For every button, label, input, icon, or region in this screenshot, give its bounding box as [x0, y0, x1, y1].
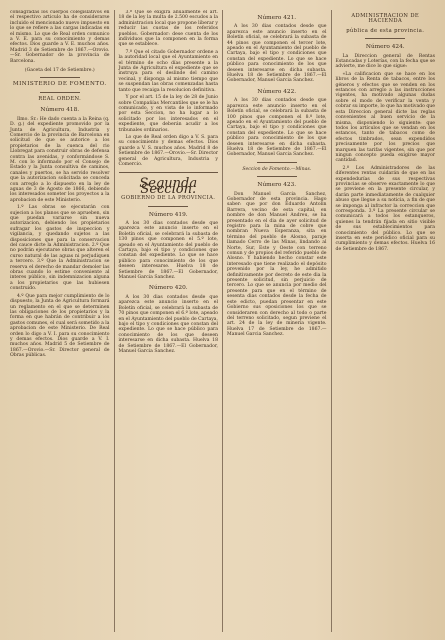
paragraph: 3.º Que se exigirá anualmente el art. 18 de la ley la multa de 2.500 escudos a la administracion local que propone liberar y reducir las cuotas de los referidos pueblos. Gobernador: dese cuenta de los individuos que la componen en la forma que se establece. [118, 10, 218, 48]
real-orden-heading: REAL ORDEN. [38, 95, 82, 102]
paragraph: 1.º Las obras se ejecutarán con sujecion a los planos que se aprueben, sin que puedan variarse sin nueva autorizacion, debiendo los propietarios sufragar los gastos de inspeccion y vigilancia, y quedando sujetos a las disposiciones que para la conservacion del cauce dicte la Administracion. 2.º Que no podrán ejecutarse obras que alteren el curso natural de las aguas ni perjudiquen a tercero. 3.º Que la Administracion se reserva el derecho de mandar demoler las obras cuando lo estime conveniente al interes público, sin indemnizacion alguna a los propietarios que las hubiesen construido. [10, 205, 110, 292]
administration-heading: ADMINISTRACION DE HACIENDA [351, 13, 420, 25]
notice-number: Número 418. [40, 107, 80, 114]
paragraph: A los 30 dias contados desde que aparezca este anuncio inserto en el Boletín oficial, se celebrará la subasta de 100 pinos que componen el 8.º lote, apeado en el Ayuntamiento del pueblo de Cartaya, bajo el tipo y condiciones que constan del expediente. Lo que se hace público para conocimiento de los que deseen interesarse en dicha subasta. Huelva 18 de Setiembre de 1867.—El Gobernador, Manuel Garcia Sanchez. [227, 98, 327, 158]
government-heading: GOBIERNO DE LA PROVINCIA. [121, 195, 216, 202]
notice-number: Número 421. [257, 15, 297, 21]
columns [6, 10, 439, 632]
ministry-heading: MINISTERIO DE FOMENTO. [12, 81, 107, 88]
paragraph: A los 30 dias contados desde que aparezca este anuncio inserto en el Boletín oficial, se celebrará la subasta de 44 pinos que componen el tercer lote, apeado en el Ayuntamiento del pueblo de Cartaya, bajo el tipo y condiciones que constan del expediente. Lo que se hace público para conocimiento de los que deseen interesarse en dicha subasta. Huelva 18 de Setiembre de 1867.—El Gobernador, Manuel Garcia Sanchez. [227, 24, 327, 84]
gazette-reference: (Gaceta del 17 de Setiembre.) [24, 68, 95, 74]
paragraph: La Direccion general de Rentas Estancadas y Loterías, con la fecha que se advierte, me dice lo que sigue: [335, 53, 435, 70]
divider [257, 176, 297, 177]
paragraph: 4.º Que para mejor cumplimiento de lo dispuesto, la Junta de Agricultura formará un reglamento en el que se determinen las obligaciones de los propietarios y la forma en que habrán de contribuir a los gastos comunes, el cual será sometido a la aprobacion de este Ministerio. De Real orden lo digo a V. I. para su conocimiento y demas efectos. Dios guarde a V. I. muchos años. Madrid 5 de Setiembre de 1867.—Orovio.—Sr. Director general de Obras públicas. [10, 293, 110, 359]
column-3 [223, 10, 332, 632]
divider [257, 162, 297, 163]
notice-number: Número 423. [257, 182, 297, 189]
paragraph: «La calificacion que se hace en los libros de la Renta de tabacos, entre los géneros y efectos que se venden en los estancos con arreglo a las instrucciones vigentes, ha motivado algunas dudas sobre el modo de verificar la venta y cobrar su importe, lo que ha motivado que esta Direccion general dicte las reglas convenientes al buen servicio de la misma, disponiendo lo siguiente: que todos los artículos que se vendan en los estancos, tanto de tabacos como de efectos timbrados, sean expendidos precisamente por los precios que marquen las tarifas vigentes, sin que por ningun concepto pueda exigirse mayor cantidad. [335, 71, 435, 164]
notice-number: Número 422. [257, 88, 297, 95]
section-heading: Seccion de Fomento.—Minas. [242, 166, 312, 172]
paragraph: Lo que de Real orden digo a V. S. para su conocimiento y demas efectos. Dios guarde a V. S. muchos años. Madrid 8 de Setiembre de 1867.—Orovio.—Sr. Director general de Agricultura, Industria y Comercio. [118, 134, 218, 167]
paragraph: Don Manuel Garcia Sanchez, Gobernador de esta provincia. Hago saber: que por don Eduardo Antolin Barrera, vecino de esta capital, en nombre de don Manuel Andreu, se ha presentado en el dia de ayer solicitud de registro para la mina de cobre que nombran Nueva Esperanza, sita en término del pueblo de Alosno, paraje llamado Cerro de las Minas, lindando al Norte, Sur, Este y Oeste con terreno comun y de propios del referido pueblo de Alosno. Y habiendo hecho constar este interesado que tiene realizado el depósito prevenido por la ley, he admitido definitivamente por decreto de este dia la presente solicitud, sin perjuicio de tercero. Lo que se anuncia por medio del presente para que en el término de sesenta dias contados desde la fecha de este edicto, puedan presentar en este Gobierno sus oposiciones los que se consideraren con derecho al todo o parte del terreno solicitado, segun previene el art. 24 de la ley de minería vigente. Huelva 17 de Setiembre de 1867.—Manuel Garcia Sanchez. [227, 191, 327, 338]
divider [40, 92, 80, 93]
administration-subheading: pública de esta provincia. [346, 27, 425, 34]
paragraph: Ilmo. Sr.: He dado cuenta a la Reina (q. D. g.) del expediente promovido por la Junta de Agricultura, Industria y Comercio de la provincia de Barcelona en solicitud de que se autorice a los propietarios de la cuenca del rio Llobregat para construir obras de defensa contra las avenidas, y conformándose S. M. con lo informado por el Consejo de Estado y la Junta consultiva de caminos, canales y puertos, se ha servido resolver que la autorizacion solicitada se conceda con arreglo a lo dispuesto en la ley de aguas de 3 de Agosto de 1866, debiendo los interesados someter los proyectos a la aprobacion de este Ministerio. [10, 116, 110, 203]
divider [119, 172, 219, 173]
divider [365, 38, 405, 39]
paragraph: A los 30 dias contados desde que aparezca este anuncio inserto en el Boletín oficial, se celebrará la subasta de 130 pinos que componen el 5.º lote, apeado en el Ayuntamiento del pueblo de Cartaya, bajo el tipo y condiciones que constan del expediente. Lo que se hace público para conocimiento de los que deseen interesarse. Huelva 18 de Setiembre de 1867.—El Gobernador, Manuel Garcia Sanchez. [118, 221, 218, 281]
column-4 [332, 10, 440, 632]
notice-number: Número 424. [365, 44, 405, 51]
paragraph: consagradas los cuerpos colegislativos en el respectivo articulo ha de considerarse incluido el mencionado nuevo impuesto en lo que se refiere a las cargas indicadas en el mismo. Lo que de Real orden comunico a V. E. para su conocimiento y demas efectos. Dios guarde a V. E. muchos años. Madrid 3 de Setiembre de 1867.—Orovio.—Sr. Gobernador de la provincia de Barcelona. [10, 10, 110, 64]
paragraph: 2.º Los Administradores de las diferentes rentas cuidarán de que en las expendedurías de sus respectivas provincias se observe exactamente lo que se previene en la presente circular, y darán parte inmediatamente de cualquier abuso que llegue a su noticia, a fin de que se imponga al infractor la correccion que corresponda. 3.º La presente circular se comunicará a todos los estanqueros, quienes la tendrán fijada en sitio visible de sus establecimientos para conocimiento del público. Lo que se inserta en este periódico oficial para su cumplimiento y demas efectos. Huelva 16 de Setiembre de 1867. [335, 165, 435, 252]
paragraph: A los 30 dias contados desde que aparezca este anuncio inserto en el Boletín oficial, se celebrará la subasta de 70 pinos que componen el 6.º lote, apeado en el Ayuntamiento del pueblo de Cartaya, bajo el tipo y condiciones que constan del expediente. Lo que se hace público para conocimiento de los que deseen interesarse en dicha subasta. Huelva 18 de Setiembre de 1867.—El Gobernador, Manuel Garcia Sanchez. [118, 294, 218, 354]
paragraph: Y por el art. 15 de la ley de 28 de Junio sobre Compañías Mercantiles que se le ha comunicado, y en vista de lo informado por esta Seccion, no ha lugar a lo solicitado por los interesados en el expediente, que deberán acudir a los tribunales ordinarios. [118, 95, 218, 133]
divider [148, 206, 188, 207]
column-1 [6, 10, 115, 632]
column-2 [115, 10, 224, 632]
notice-number: Número 420. [148, 285, 188, 292]
section-heading: Segunda Seccion. [139, 176, 198, 197]
divider [40, 77, 80, 78]
paragraph: 7.º Que el citado Gobernador ordene a la autoridad local que el Ayuntamiento en el término de ocho días presente a la Junta de Agricultura el expediente que se instruya para el deslinde del camino vecinal, y disponga al mismo tiempo que se suspendan las obras comenzadas hasta tanto que recaiga la resolucion definitiva. [118, 49, 218, 93]
notice-number: Número 419. [148, 211, 188, 218]
